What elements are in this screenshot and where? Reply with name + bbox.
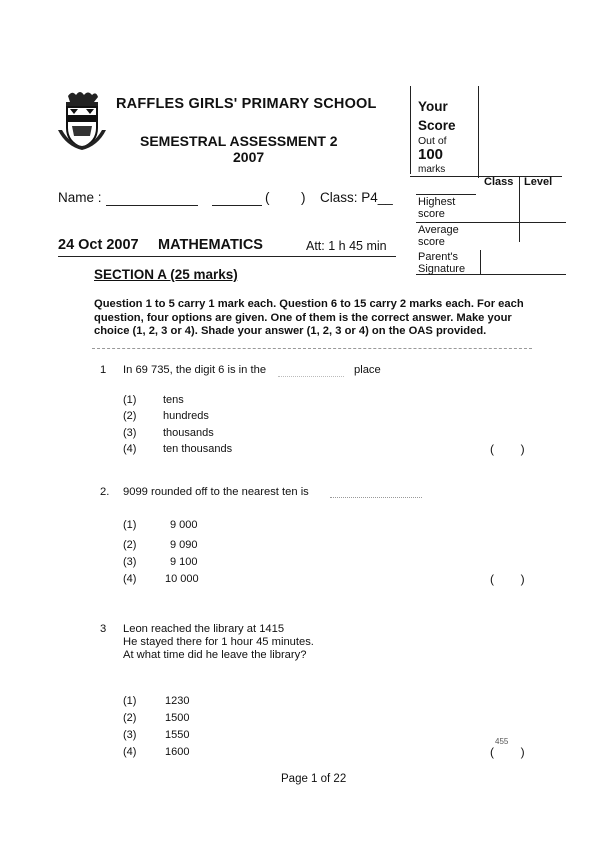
page-number: Page 1 of 22 — [281, 773, 347, 785]
out-of-label: Out of — [418, 135, 447, 147]
exam-date: 24 Oct 2007 — [58, 237, 139, 253]
option-number[interactable]: (4) — [123, 746, 137, 758]
name-label: Name : — [58, 190, 102, 205]
name-row — [58, 190, 102, 205]
option-number[interactable]: (2) — [123, 539, 137, 551]
table-line — [416, 194, 476, 195]
assessment-title: SEMESTRAL ASSESSMENT 2 — [140, 133, 338, 149]
option-number[interactable]: (3) — [123, 556, 137, 568]
question-number: 2. — [100, 486, 110, 498]
register-close-paren: ) — [301, 190, 306, 205]
exam-subject: MATHEMATICS — [158, 237, 263, 253]
score-label: Your Score — [418, 99, 456, 133]
option-number[interactable]: (2) — [123, 410, 137, 422]
option-text: thousands — [163, 427, 214, 439]
option-text: hundreds — [163, 410, 209, 422]
option-text: 9 100 — [170, 556, 198, 568]
question-number: 3 — [100, 623, 107, 635]
question-line: Leon reached the library at 1415 — [123, 623, 285, 635]
question-line: He stayed there for 1 hour 45 minutes. — [123, 636, 314, 648]
answer-blank — [330, 497, 422, 498]
question-text: 9099 rounded off to the nearest ten is — [123, 486, 309, 498]
divider — [92, 348, 532, 349]
option-text: 9 090 — [170, 539, 198, 551]
register-open-paren: ( — [265, 190, 270, 205]
table-line — [416, 222, 566, 223]
total-marks: 100 — [418, 146, 444, 163]
option-number[interactable]: (4) — [123, 443, 137, 455]
level-column-header: Level — [524, 176, 553, 188]
question-line: At what time did he leave the library? — [123, 649, 307, 661]
class-label: Class: P4__ — [320, 190, 393, 205]
answer-box[interactable]: ( ) — [490, 572, 525, 586]
option-text: 10 000 — [165, 573, 199, 585]
exam-duration: Att: 1 h 45 min — [306, 239, 387, 253]
option-text: tens — [163, 394, 184, 406]
answer-blank — [278, 376, 344, 377]
option-number[interactable]: (1) — [123, 394, 137, 406]
option-number[interactable]: (1) — [123, 519, 137, 531]
name-field-2[interactable] — [212, 205, 262, 206]
option-text: 1500 — [165, 712, 190, 724]
question-text-end: place — [354, 364, 381, 376]
section-instructions: Question 1 to 5 carry 1 mark each. Question 6 to 15 carry 2 marks each. For each question, four options are given. One of them is the correct answer. Make your choice (1, 2, 3 or 4). Shade your answer (1, 2, 3 or 4) on the OAS provided. — [94, 298, 524, 337]
average-score-label: Average score — [418, 224, 459, 248]
option-text: 9 000 — [170, 519, 198, 531]
class-column-header: Class — [484, 176, 514, 188]
answer-box[interactable]: ( ) — [490, 442, 525, 456]
assessment-year: 2007 — [233, 149, 265, 165]
option-number[interactable]: (4) — [123, 573, 137, 585]
header-rule — [58, 256, 396, 257]
option-text: 1600 — [165, 746, 190, 758]
table-line — [519, 176, 520, 242]
question-text: In 69 735, the digit 6 is in the — [123, 364, 267, 376]
highest-score-label: Highest score — [418, 196, 456, 220]
school-name: RAFFLES GIRLS' PRIMARY SCHOOL — [116, 96, 377, 112]
marks-label: marks — [418, 164, 446, 175]
option-number[interactable]: (3) — [123, 427, 137, 439]
option-text: 1550 — [165, 729, 190, 741]
table-line — [480, 250, 481, 274]
section-title: SECTION A (25 marks) — [94, 267, 238, 282]
option-text: 1230 — [165, 695, 190, 707]
handwritten-note: 455 — [495, 737, 509, 746]
option-number[interactable]: (2) — [123, 712, 137, 724]
school-crest — [56, 90, 106, 154]
score-box-divider — [478, 86, 479, 178]
question-number: 1 — [100, 364, 107, 376]
parent-signature-label: Parent's Signature — [418, 251, 466, 275]
answer-box[interactable]: ( ) — [490, 745, 525, 759]
option-text: ten thousands — [163, 443, 233, 455]
name-field[interactable] — [106, 205, 198, 206]
option-number[interactable]: (1) — [123, 695, 137, 707]
option-number[interactable]: (3) — [123, 729, 137, 741]
